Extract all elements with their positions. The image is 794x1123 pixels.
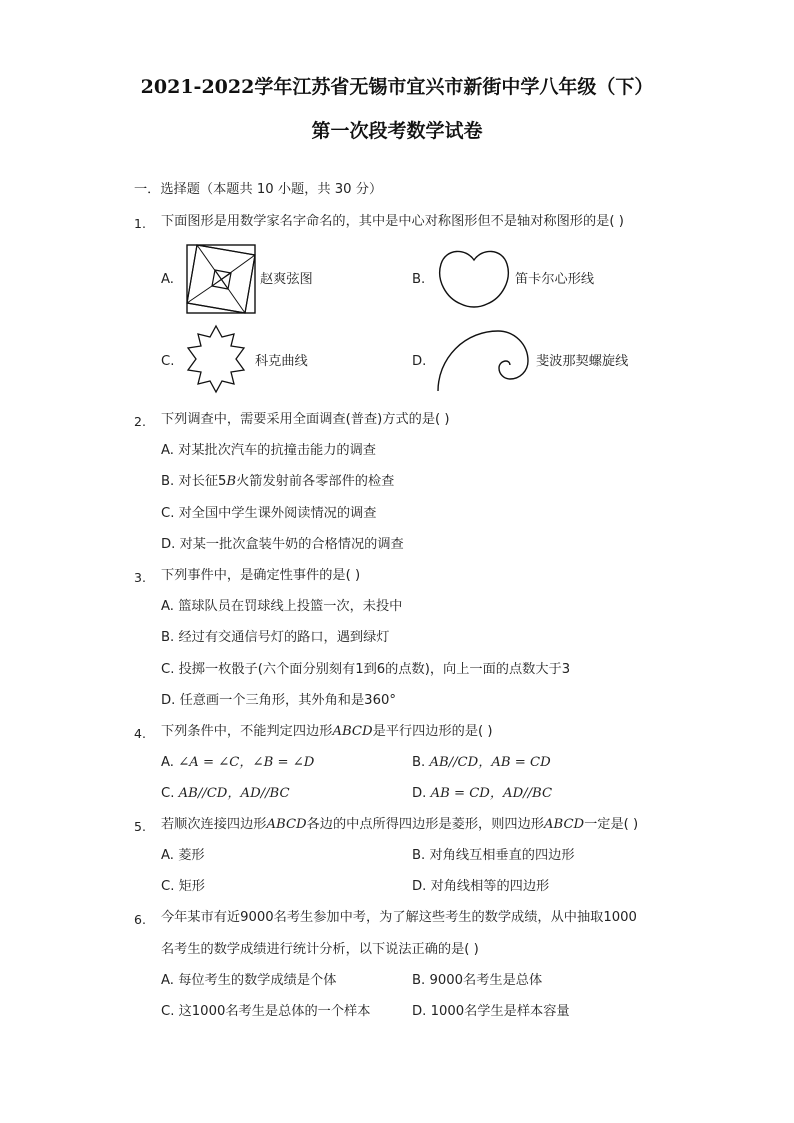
option-2d: D. 对某一批次盒装牛奶的合格情况的调查 [161,537,404,552]
exam-title-line1: 2021-2022学年江苏省无锡市宜兴市新街中学八年级（下） [140,76,654,98]
option-2b: B. 对长征5B火箭发射前各零部件的检查 [161,474,395,489]
question-number: 4. [134,726,146,741]
question-number: 2. [134,414,146,429]
option-3d: D. 任意画一个三角形，其外角和是360° [161,693,396,708]
zhaoshuang-figure [186,244,256,314]
question-6-text-line2: 名考生的数学成绩进行统计分析，以下说法正确的是( ) [161,942,479,957]
option-3c: C. 投掷一枚骰子(六个面分别刻有1到6的点数)，向上一面的点数大于3 [161,662,571,677]
question-1-text: 下面图形是用数学家名字命名的，其中是中心对称图形但不是轴对称图形的是( ) [161,214,624,229]
question-5-text: 若顺次连接四边形ABCD各边的中点所得四边形是菱形，则四边形ABCD一定是( ) [161,817,639,832]
option-6a: A. 每位考生的数学成绩是个体 [161,973,337,988]
exam-title-line2: 第一次段考数学试卷 [311,120,483,142]
option-3b: B. 经过有交通信号灯的路口，遇到绿灯 [161,630,390,645]
fibonacci-spiral-figure [435,327,533,393]
option-1d-caption: 斐波那契螺旋线 [536,354,629,369]
section-heading: 一．选择题（本题共 10 小题，共 30 分） [134,182,383,197]
option-4d: D. AB = CD，AD//BC [412,786,553,801]
question-number: 1. [134,216,146,231]
question-number: 6. [134,912,146,927]
option-4c: C. AB//CD，AD//BC [161,786,290,801]
option-5a: A. 菱形 [161,848,205,863]
option-5b: B. 对角线互相垂直的四边形 [412,848,575,863]
question-2-text: 下列调查中，需要采用全面调查(普查)方式的是( ) [161,412,450,427]
option-1b-letter: B. [412,272,426,287]
option-6c: C. 这1000名考生是总体的一个样本 [161,1004,371,1019]
option-1c-letter: C. [161,354,175,369]
option-4b: B. AB//CD，AB = CD [412,755,551,770]
option-4a: A. ∠A = ∠C，∠B = ∠D [161,755,315,770]
question-4-text: 下列条件中，不能判定四边形ABCD是平行四边形的是( ) [161,724,493,739]
cardioid-figure [436,246,512,312]
option-1d-letter: D. [412,354,427,369]
option-6d: D. 1000名学生是样本容量 [412,1004,570,1019]
question-number: 5. [134,819,146,834]
question-3-text: 下列事件中，是确定性事件的是( ) [161,568,361,583]
option-1a-letter: A. [161,272,174,287]
option-6b: B. 9000名考生是总体 [412,973,543,988]
option-3a: A. 篮球队员在罚球线上投篮一次，未投中 [161,599,403,614]
question-number: 3. [134,570,146,585]
option-1a-caption: 赵爽弦图 [260,272,313,287]
option-2a: A. 对某批次汽车的抗撞击能力的调查 [161,443,376,458]
question-6-text-line1: 今年某市有近9000名考生参加中考，为了解这些考生的数学成绩，从中抽取1000 [161,910,637,925]
option-1b-caption: 笛卡尔心形线 [515,272,595,287]
option-2c: C. 对全国中学生课外阅读情况的调查 [161,506,377,521]
koch-curve-figure [180,324,252,394]
option-5d: D. 对角线相等的四边形 [412,879,550,894]
option-5c: C. 矩形 [161,879,205,894]
option-1c-caption: 科克曲线 [255,354,308,369]
